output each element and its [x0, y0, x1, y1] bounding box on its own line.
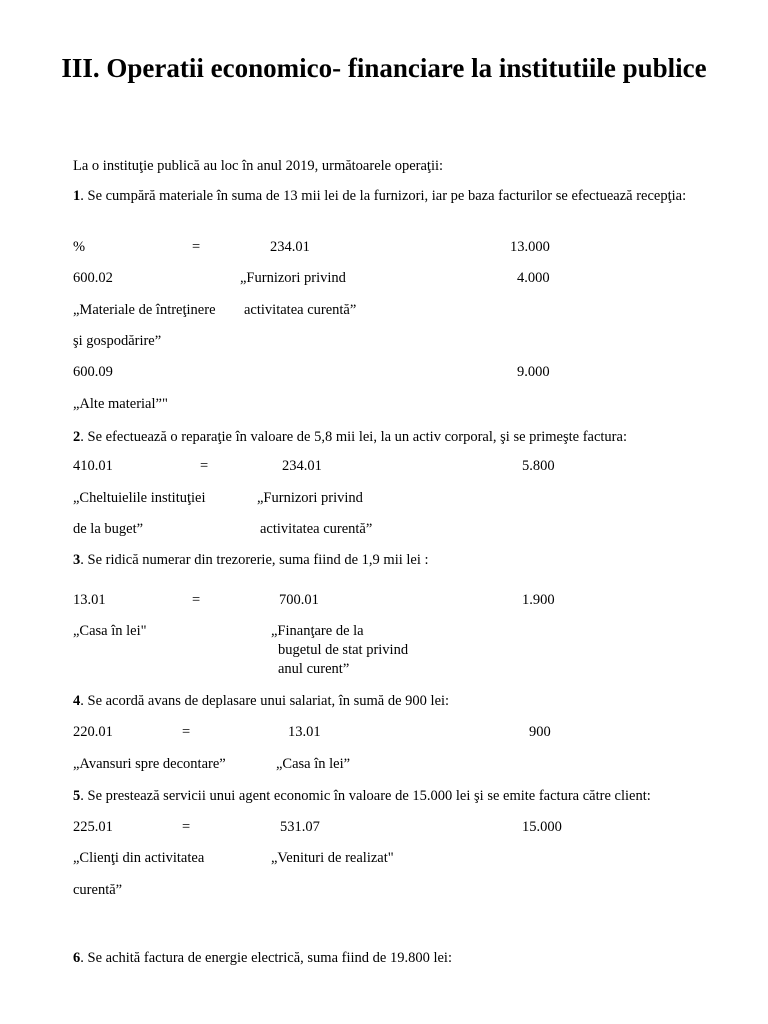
operation-description: . Se achită factura de energie electrică, suma fiind de 19.800 lei: — [80, 950, 452, 966]
operation-number: 1 — [73, 188, 81, 204]
entry-credit-account: 13.01 — [288, 724, 321, 740]
operation-2-text — [73, 427, 713, 447]
entry-debit-label: curentă” — [73, 882, 123, 898]
entry-debit-label: de la buget” — [73, 521, 144, 537]
entry-credit-account: 234.01 — [282, 458, 322, 474]
operation-description: . Se efectuează o reparaţie în valoare de 5,8 mii lei, la un activ corporal, şi se primeşte factura: — [80, 429, 627, 445]
entry-credit-label: „Venituri de realizat" — [271, 850, 394, 866]
operation-description: . Se acordă avans de deplasare unui salariat, în sumă de 900 lei: — [80, 693, 450, 709]
operation-description: . Se prestează servicii unui agent economic în valoare de 15.000 lei şi se emite factura către client: — [80, 788, 651, 804]
entry-debit-account: 600.09 — [73, 364, 113, 380]
entry-debit-label: „Avansuri spre decontare” — [73, 756, 226, 772]
entry-amount: 13.000 — [510, 239, 550, 255]
operation-6-text — [73, 948, 713, 968]
entry-debit-account: % — [73, 239, 86, 255]
operation-description: . Se cumpără materiale în suma de 13 mii lei de la furnizori, iar pe baza facturilor se efectuează recepţia: — [80, 188, 687, 204]
entry-debit-label: „Cheltuielile instituţiei — [73, 490, 206, 506]
operation-number: 6 — [73, 950, 81, 966]
entry-debit-account: 225.01 — [73, 819, 113, 835]
entry-debit-label: „Alte material”" — [73, 396, 168, 412]
entry-debit-account: 410.01 — [73, 458, 113, 474]
entry-debit-label: şi gospodărire” — [73, 333, 162, 349]
operation-number: 3 — [73, 552, 81, 568]
entry-amount: 15.000 — [522, 819, 562, 835]
entry-credit-label: anul curent” — [278, 661, 350, 677]
entry-amount: 9.000 — [517, 364, 550, 380]
entry-equals: = — [192, 239, 201, 255]
entry-amount: 5.800 — [522, 458, 555, 474]
entry-debit-account: 220.01 — [73, 724, 113, 740]
entry-equals: = — [182, 819, 191, 835]
operation-1-text — [73, 186, 713, 206]
operation-3-text — [73, 550, 713, 570]
operation-number: 5 — [73, 788, 81, 804]
operation-description: . Se ridică numerar din trezorerie, suma fiind de 1,9 mii lei : — [80, 552, 429, 568]
entry-debit-account: 13.01 — [73, 592, 106, 608]
entry-credit-label: „Furnizori privind — [257, 490, 363, 506]
operation-5-text — [73, 786, 713, 806]
entry-credit-label: „Furnizori privind — [240, 270, 346, 286]
entry-credit-account: 234.01 — [270, 239, 310, 255]
entry-debit-label: „Clienţi din activitatea — [73, 850, 205, 866]
entry-amount: 4.000 — [517, 270, 550, 286]
entry-equals: = — [200, 458, 209, 474]
operation-4-text — [73, 691, 713, 711]
entry-debit-label: „Casa în lei" — [73, 623, 147, 639]
entry-credit-account: 700.01 — [279, 592, 319, 608]
document-title: III. Operatii economico- financiare la institutiile publice — [61, 53, 707, 83]
operation-number: 2 — [73, 429, 81, 445]
entry-amount: 1.900 — [522, 592, 555, 608]
entry-credit-label: „Finanţare de la — [271, 623, 364, 639]
entry-credit-label: bugetul de stat privind — [278, 642, 409, 658]
entry-credit-label: „Casa în lei” — [276, 756, 351, 772]
entry-credit-label: activitatea curentă” — [260, 521, 373, 537]
entry-amount: 900 — [529, 724, 551, 740]
entry-credit-account: 531.07 — [280, 819, 320, 835]
operation-number: 4 — [73, 693, 81, 709]
intro-text: La o instituţie publică au loc în anul 2019, următoarele operaţii: — [73, 158, 444, 174]
entry-equals: = — [182, 724, 191, 740]
entry-equals: = — [192, 592, 201, 608]
entry-debit-label: „Materiale de întreţinere — [73, 302, 216, 318]
entry-debit-account: 600.02 — [73, 270, 113, 286]
entry-credit-label: activitatea curentă” — [244, 302, 357, 318]
